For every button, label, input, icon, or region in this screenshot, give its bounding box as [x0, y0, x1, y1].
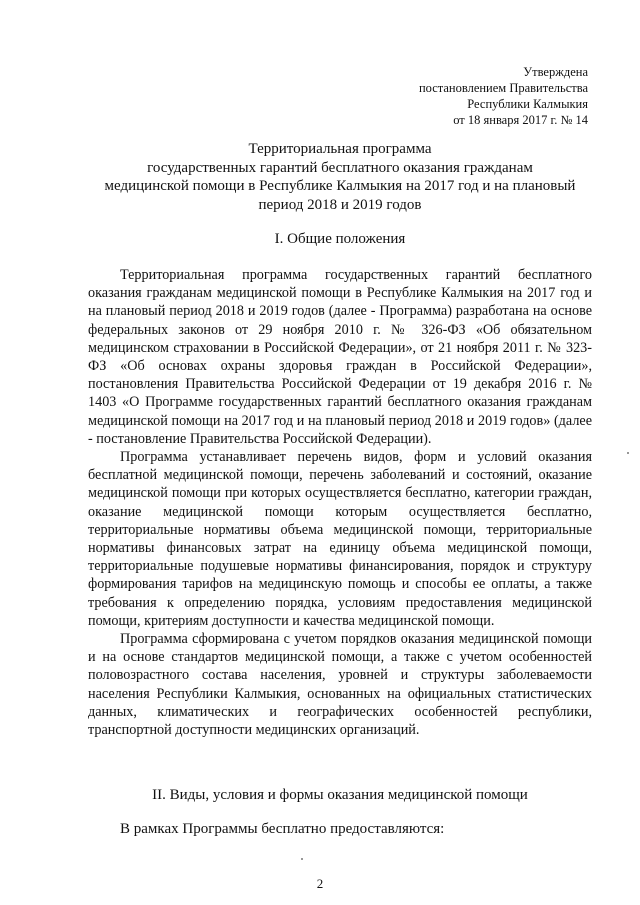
- scan-speck: [627, 452, 629, 454]
- section-heading: II. Виды, условия и формы оказания медицинской помощи: [152, 787, 528, 803]
- title-line: период 2018 и 2019 годов: [258, 196, 422, 213]
- section-intro: В рамках Программы бесплатно предоставляются:: [120, 821, 445, 837]
- approval-line: Утверждена: [523, 65, 588, 79]
- paragraph: Территориальная программа государственных гарантий бесплатного оказания гражданам медицинской помощи в Республике Калмыкия на 2017 год и на плановый период 2018 и 2019 годов (далее - Программа) разработана на основе федеральных законов от 29 ноября 2010 г. № 326-ФЗ «Об обязательном медицинском страховании в Российской Федерации», от 21 ноября 2011 г. № 323-ФЗ «Об основах охраны здоровья граждан в Российской Федерации», постановления Правительства Российской Федерации от 19 декабря 2016 г. № 1403 «О Программе государственных гарантий бесплатного оказания гражданам медицинской помощи на 2017 год и на плановый период 2018 и 2019 годов» (далее - постановление Правительства Российской Федерации).: [88, 267, 592, 447]
- approval-line: Республики Калмыкия: [467, 97, 588, 111]
- approval-date: от 18 января 2017 г. № 14: [453, 113, 588, 127]
- scan-speck: [301, 858, 303, 860]
- paragraph: Программа устанавливает перечень видов, форм и условий оказания бесплатной медицинской помощи, перечень заболеваний и состояний, оказание медицинской помощи при которых осуществляется бесплатно, категории граждан, оказание медицинской помощи которым осуществляется бесплатно, территориальные нормативы объема медицинской помощи, территориальные нормативы финансовых затрат на единицу объема медицинской помощи, территориальные подушевые нормативы финансирования, порядок и структуру формирования тарифов на медицинскую помощь и способы ее оплаты, а также требования к определению порядка, условиям предоставления медицинской помощи, критериям доступности и качества медицинской помощи.: [88, 449, 592, 629]
- approval-line: постановлением Правительства: [418, 81, 588, 95]
- approval-stamp: [328, 64, 588, 128]
- document-title: [88, 140, 592, 214]
- title-line: государственных гарантий бесплатного оказания гражданам: [147, 159, 533, 176]
- page-number: 2: [316, 876, 324, 891]
- title-line: медицинской помощи в Республике Калмыкия на 2017 год и на плановый: [104, 178, 576, 194]
- section-body: [88, 266, 592, 739]
- paragraph: Программа сформирована с учетом порядков оказания медицинской помощи и на основе стандартов медицинской помощи, а также с учетом особенностей половозрастного состава населения, уровней и структуры заболеваемости населения Республики Калмыкия, основанных на официальных статистических данных, климатических и географических особенностей республики, транспортной доступности медицинских организаций.: [88, 631, 592, 739]
- section-heading: I. Общие положения: [274, 231, 406, 247]
- title-line: Территориальная программа: [248, 141, 432, 157]
